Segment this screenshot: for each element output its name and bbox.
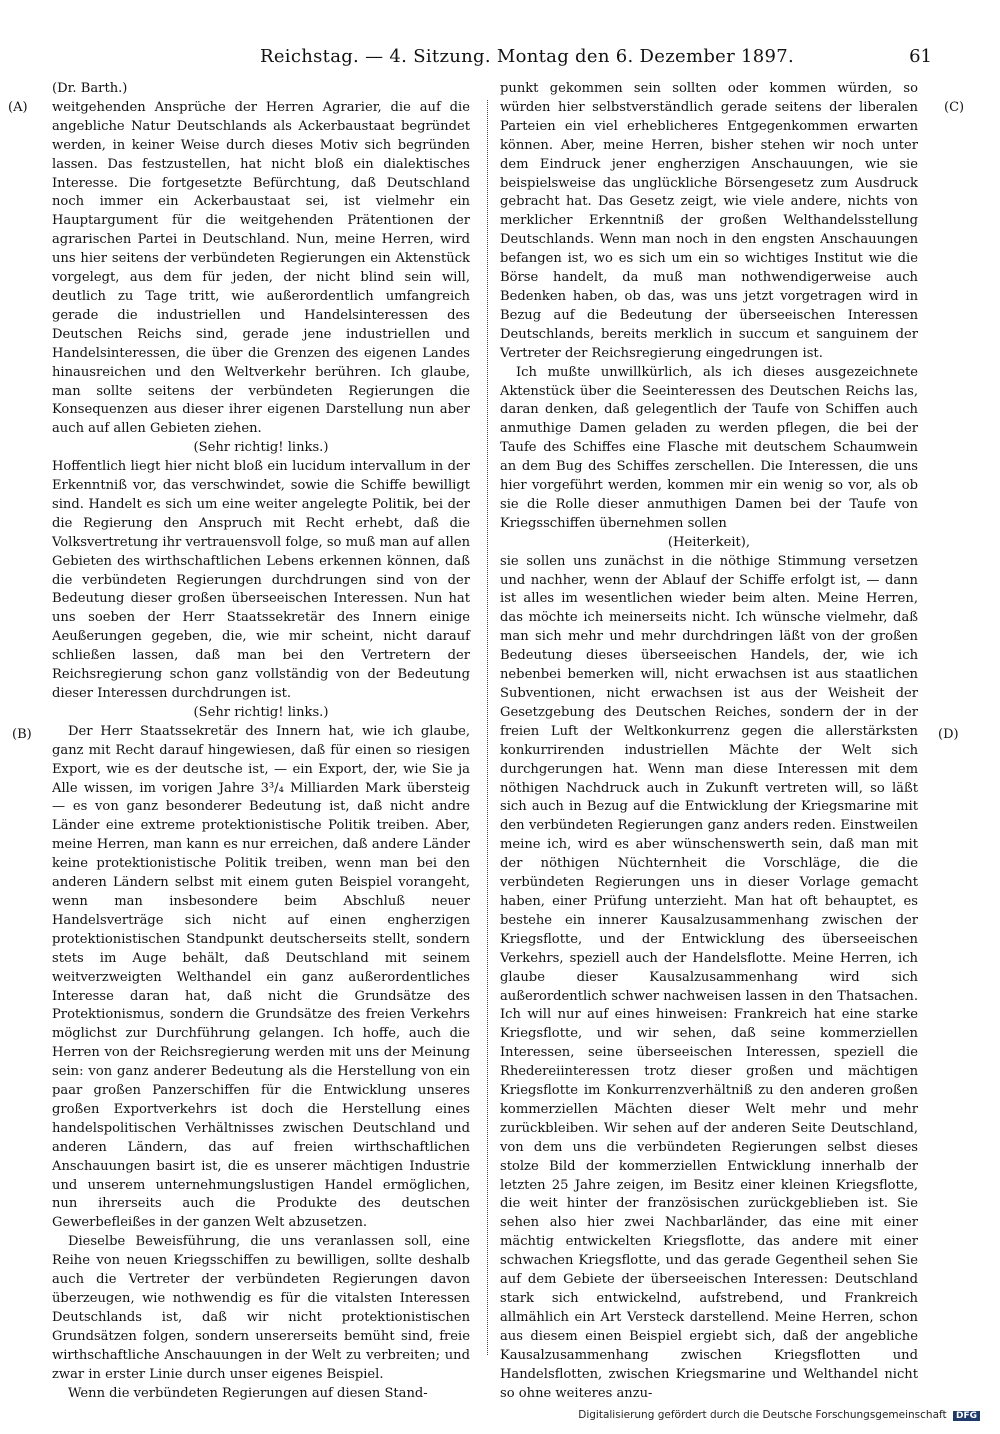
footer-text: Digitalisierung gefördert durch die Deutsche Forschungsgemeinschaft xyxy=(578,1409,947,1421)
footer-credit xyxy=(578,1409,980,1421)
speaker-label: (Dr. Barth.) xyxy=(52,81,128,96)
margin-mark-c: (C) xyxy=(944,100,965,115)
column-divider xyxy=(487,100,489,1355)
left-column xyxy=(52,80,470,1401)
paragraph: punkt gekommen sein sollten oder kommen würden, so würden hier selbstverständlich gerade seitens der liberalen Parteien ein viel erheblicheres Entgegenkommen erwarten können. Aber, meine Herren, bisher stehen wir noch unter dem Eindruck jener engherzigen Anschauungen, wie sie beispielsweise das unglückliche Börsengesetz zum Ausdruck gebracht hat. Das Gesetz zeigt, wie viele andere, nichts von merklicher Erkenntniß der großen Welthandelsstellung Deutschlands. Wenn man noch in den engsten Anschauungen befangen ist, wo es sich um ein so wichtiges Institut wie die Börse handelt, da muß man nothwendigerweise auch Bedenken haben, ob das, was uns jetzt vorgetragen wird in Bezug auf die Bedeutung der überseeischen Interessen Deutschlands, bereits merklich in succum et sanguinem der Vertreter der Reichsregierung eingedrungen ist. xyxy=(500,81,918,361)
reaction: (Sehr richtig! links.) xyxy=(193,440,329,456)
paragraph: Der Herr Staatssekretär des Innern hat, wie ich glaube, ganz mit Recht darauf hingewiesen, daß für einen so riesigen Export, wie es der deutsche ist, — ein Export, der, wie Sie ja Alle wissen, im vorigen Jahre 3³/₄ Milliarden Mark übersteig — es von ganz besonderer Bedeutung ist, daß nicht andre Länder eine extreme protektionistische Politik treiben. Aber, meine Herren, man kann es nur erreichen, daß andere Länder keine protektionistische Politik treiben, wenn man bei den anderen Ländern selbst mit einem guten Beispiel vorangeht, wenn man insbesondere beim Abschluß neuer Handelsverträge sich nicht auf einen engherzigen protektionistischen Standpunkt deutscherseits stellt, sondern stets im Auge behält, daß Deutschland mit seinem weitverzweigten Welthandel ein ganz außerordentliches Interesse daran hat, daß nicht die Grundsätze des Protektionismus, sondern die Grundsätze des freien Verkehrs möglichst zur Durchführung gelangen. Ich hoffe, auch die Herren von der Reichsregierung werden mit uns der Meinung sein: von ganz anderer Bedeutung als die Herstellung von ein paar großen Panzerschiffen für die Entwicklung unseres großen Exportverkehrs ist doch die Herstellung eines handelspolitischen Verhältnisses zwischen Deutschland und anderen Ländern, das auf freien wirthschaftlichen Anschauungen basirt ist, die es unserer mächtigen Industrie und unserem unternehmungslustigen Handel ermöglichen, nun ihrerseits auch die Produkte des deutschen Gewerbefleißes in der ganzen Welt abzusetzen. xyxy=(52,723,470,1231)
margin-mark-b: (B) xyxy=(12,727,32,742)
margin-mark-a: (A) xyxy=(8,100,28,115)
paragraph: Wenn die verbündeten Regierungen auf diesen Stand- xyxy=(68,1385,428,1401)
page-number: 61 xyxy=(909,46,932,67)
dfg-logo: DFG xyxy=(953,1411,980,1421)
reaction: (Sehr richtig! links.) xyxy=(193,704,329,720)
page-header xyxy=(60,46,940,72)
paragraph: Ich mußte unwillkürlich, als ich dieses ausgezeichnete Aktenstück über die Seeinteressen des Deutschen Reichs las, daran denken, daß gelegentlich der Taufe von Schiffen auch anmuthige Damen geladen zu werden pflegen, die bei der Taufe des Schiffes eine Flasche mit deutschem Schaumwein an dem Bug des Schiffes zerschellen. Die Interessen, die uns hier vorgeführt werden, kommen mir ein wenig so vor, als ob sie die Rolle dieser anmuthigen Damen bei der Taufe von Kriegsschiffen übernehmen sollen xyxy=(500,364,918,531)
reaction: (Heiterkeit), xyxy=(667,534,751,550)
paragraph: weitgehenden Ansprüche der Herren Agrarier, die auf die angebliche Natur Deutschlands als Ackerbaustaat begründet werden, in keiner Weise durch dieses Motiv sich begründen lassen. Das festzustellen, hat nicht bloß ein dialektisches Interesse. Die fortgesetzte Befürchtung, daß Deutschland noch immer ein Ackerbaustaat sei, ist vielmehr ein Hauptargument für die weitgehenden Prätentionen der agrarischen Partei in Deutschland. Nun, meine Herren, wird uns hier seitens der verbündeten Regierungen ein Aktenstück vorgelegt, aus dem für jeden, der nicht blind sein will, deutlich zu Tage tritt, wie außerordentlich umfangreich gerade die industriellen und Handelsinteressen des Deutschen Reichs sind, gerade jene industriellen und Handelsinteressen, die über die Grenzen des eigenen Landes hinausreichen und den Weltverkehr berühren. Ich glaube, man sollte seitens der verbündeten Regierungen die Konsequenzen aus dieser ihrer eigenen Darstellung nun aber auch auf allen Gebieten ziehen. xyxy=(52,99,470,437)
running-title: Reichstag. — 4. Sitzung. Montag den 6. Dezember 1897. xyxy=(260,46,795,67)
paragraph: Dieselbe Beweisführung, die uns veranlassen soll, eine Reihe von neuen Kriegsschiffen zu bewilligen, sollte deshalb auch die Vertreter der verbündeten Regierungen davon überzeugen, wie nothwendig es für die vitalsten Interessen Deutschlands ist, daß wir nicht protektionistischen Grundsätzen folgen, sondern unsererseits bemüht sind, freie wirthschaftliche Anschauungen in der Welt zu verbreiten; und zwar in erster Linie durch unser eigenes Beispiel. xyxy=(52,1234,470,1382)
paragraph: Hoffentlich liegt hier nicht bloß ein lucidum intervallum in der Erkenntniß vor, das verschwindet, sowie die Schiffe bewilligt sind. Handelt es sich um eine weiter angelegte Politik, bei der die Regierung den Anspruch mit Recht erhebt, daß die Volksvertretung ihr vertrauensvoll folge, so muß man auf allen Gebieten des wirthschaftlichen Lebens erkennen können, daß die verbündeten Regierungen durchdrungen sind von der Bedeutung dieser großen überseeischen Interessen. Nun hat uns soeben der Herr Staatssekretär des Innern einige Aeußerungen gegeben, die, wie mir scheint, nicht darauf schließen lassen, daß man bei den Vertretern der Reichsregierung schon ganz vollständig von der Bedeutung dieser Interessen durchdrungen ist. xyxy=(52,459,470,701)
paragraph: sie sollen uns zunächst in die nöthige Stimmung versetzen und nachher, wenn der Ablauf der Schiffe erfolgt ist, — dann ist alles im wesentlichen wieder beim alten. Meine Herren, das möchte ich meinerseits nicht. Ich wünsche vielmehr, daß man sich mehr und mehr durchdringen läßt von der großen Bedeutung dieses überseeischen Handels, der, wie ich nebenbei bemerken will, nicht erwachsen ist aus staatlichen Subventionen, nicht erwachsen ist aus der Weisheit der Gesetzgebung des Deutschen Reiches, sondern der in der freien Luft der Weltkonkurrenz gegen die allerstärksten konkurrirenden industriellen Mächte der Welt sich durchgerungen hat. Wenn man diese Interessen mit dem nöthigen Nachdruck auch in Zukunft vertreten will, so läßt sich auch in Bezug auf die Entwicklung der Kriegsmarine mit den verbündeten Regierungen ganz anders reden. Einstweilen meine ich, wird es aber wünschenswerth sein, daß man mit der nöthigen Nüchternheit die Vorschläge, die die verbündeten Regierungen uns in dieser Vorlage gemacht haben, einer Prüfung unterzieht. Man hat oft behauptet, es bestehe ein innerer Kausalzusammenhang zwischen der Kriegsflotte, und der Entwicklung des überseeischen Verkehrs, speziell auch der Handelsflotte. Meine Herren, ich glaube dieser Kausalzusammenhang wird sich außerordentlich schwer nachweisen lassen in den Thatsachen. Ich will nur auf eines hinweisen: Frankreich hat eine starke Kriegsflotte, und wir sehen, daß seine kommerziellen Interessen, seine überseeischen Interessen, speziell die Rhedereiinteressen trotz dieser großen und mächtigen Kriegsflotte im Konkurrenzverhältniß zu den anderen großen kommerziellen Mächten dieser Welt mehr und mehr zurückbleiben. Wir sehen auf der anderen Seite Deutschland, von dem uns die verbündeten Regierungen selbst dieses stolze Bild der kommerziellen Entwicklung innerhalb der letzten 25 Jahre zeigen, im Besitz einer kleinen Kriegsflotte, die weit hinter der französischen zurückgeblieben ist. Sie sehen also hier zwei Nachbarländer, das eine mit einer mächtig entwickelten Kriegsflotte, das andere mit einer schwachen Kriegsflotte, und das gerade Gegentheil sehen Sie auf dem Gebiete der überseeischen Interessen: Deutschland stark sich entwickelnd, aufstrebend, und Frankreich allmählich ein Art Versteck darstellend. Meine Herren, schon aus diesem einen Beispiel ergiebt sich, daß der angebliche Kausalzusammenhang zwischen Kriegsflotten und Handelsflotten, zwischen Kriegsmarine und Welthandel nicht so ohne weiteres anzu- xyxy=(500,553,918,1401)
right-column xyxy=(500,80,918,1401)
margin-mark-d: (D) xyxy=(938,727,959,742)
